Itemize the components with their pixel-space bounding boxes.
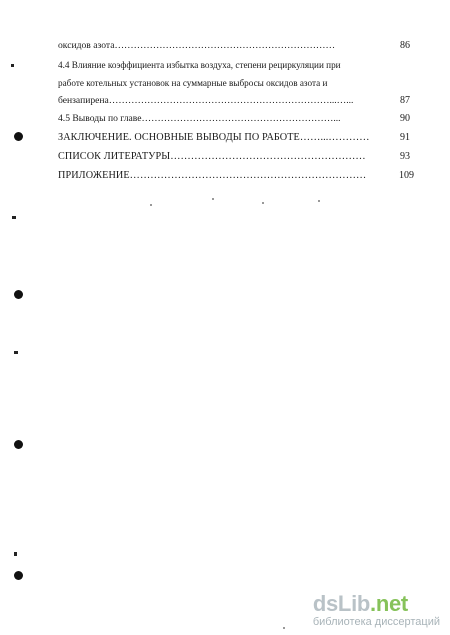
scan-speck xyxy=(12,216,16,219)
toc-line: СПИСОК ЛИТЕРАТУРЫ………………………………………………… xyxy=(58,151,366,162)
scan-speck xyxy=(11,64,14,67)
toc-page-number: 91 xyxy=(400,132,410,143)
toc-line: бензапирена……………………………………………………………...…... xyxy=(58,95,354,106)
binder-hole xyxy=(14,571,23,580)
toc-page-number: 86 xyxy=(400,40,410,51)
toc-page-number: 87 xyxy=(400,95,410,106)
scan-speck xyxy=(14,351,18,354)
binder-hole xyxy=(14,132,23,141)
watermark-subtitle: библиотека диссертаций xyxy=(312,616,440,628)
scan-speck xyxy=(283,627,285,629)
watermark-logo: dsLib.net xyxy=(312,591,408,616)
toc-line: ЗАКЛЮЧЕНИЕ. ОСНОВНЫЕ ВЫВОДЫ ПО РАБОТЕ……...………… xyxy=(58,132,370,143)
toc-line: ПРИЛОЖЕНИЕ…………………………………………………………… xyxy=(58,170,367,181)
toc-line: оксидов азота…………………………………………………………… xyxy=(58,40,336,51)
toc-line: работе котельных установок на суммарные выбросы оксидов азота и xyxy=(58,78,328,88)
toc-line: 4.5 Выводы по главе……………………………………………………... xyxy=(58,113,341,124)
binder-hole xyxy=(14,440,23,449)
scan-speck xyxy=(318,200,320,202)
binder-hole xyxy=(14,290,23,299)
toc-page-number: 90 xyxy=(400,113,410,124)
scan-speck xyxy=(14,552,17,556)
toc-page-number: 109 xyxy=(399,170,414,181)
scan-speck xyxy=(262,202,264,204)
toc-line: 4.4 Влияние коэффициента избытка воздуха, степени рециркуляции при xyxy=(58,60,341,70)
toc-page-number: 93 xyxy=(400,151,410,162)
scan-speck xyxy=(150,204,152,206)
watermark xyxy=(313,593,440,629)
scan-speck xyxy=(212,198,214,200)
